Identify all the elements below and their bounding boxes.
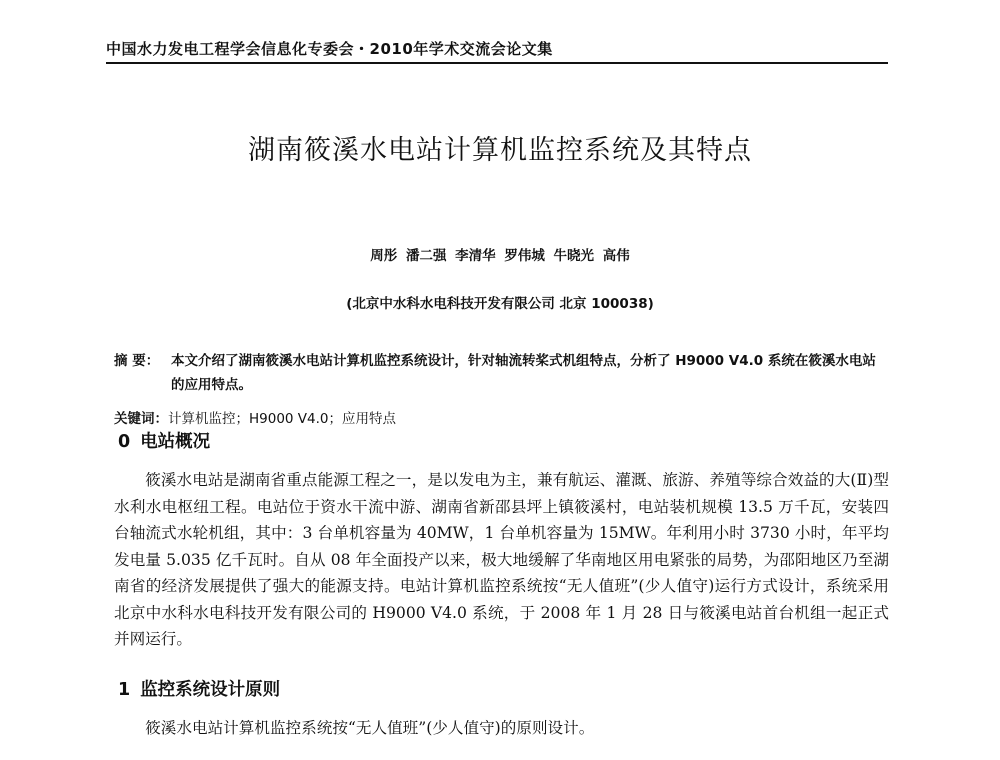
abstract xyxy=(114,349,889,397)
keywords xyxy=(114,407,396,427)
section-heading-1 xyxy=(118,676,280,701)
keywords-label: 关键词： xyxy=(114,411,168,427)
section-title: 电站概况 xyxy=(140,432,211,452)
section-0-paragraph: 筱溪水电站是湖南省重点能源工程之一，是以发电为主，兼有航运、灌溉、旅游、养殖等综合效益的大(Ⅱ)型水利水电枢纽工程。电站位于资水干流中游、湖南省新邵县坪上镇筱溪村，电站装机规模 13.5 万千瓦，安装四台轴流式水轮机组，其中：3 台单机容量为 40MW，1 台单机容量为 15MW。年利用小时 3730 小时，年平均发电量 5.035 亿千瓦时。自从 08 年全面投产以来，极大地缓解了华南地区用电紧张的局势，为邵阳地区乃至湖南省的经济发展提供了强大的能源支持。电站计算机监控系统按“无人值班”(少人值守)运行方式设计，系统采用北京中水科水电科技开发有限公司的 H9000 V4.0 系统，于 2008 年 1 月 28 日与筱溪电站首台机组一起正式并网运行。 xyxy=(114,471,889,648)
abstract-label: 摘 要： xyxy=(114,353,160,369)
section-title: 监控系统设计原则 xyxy=(140,680,281,700)
author-list: 周彤 潘二强 李清华 罗伟城 牛晓光 高伟 xyxy=(370,248,630,264)
section-number: 0 xyxy=(118,432,131,452)
header-rule xyxy=(106,62,888,64)
paper-title: 湖南筱溪水电站计算机监控系统及其特点 xyxy=(248,135,752,166)
section-heading-0 xyxy=(118,428,210,453)
affiliation: (北京中水科水电科技开发有限公司 北京 100038) xyxy=(346,296,654,312)
running-header: 中国水力发电工程学会信息化专委会・2010年学术交流会论文集 xyxy=(106,40,553,58)
section-1-paragraph: 筱溪水电站计算机监控系统按“无人值班”(少人值守)的原则设计。 xyxy=(145,719,595,737)
keywords-text: 计算机监控；H9000 V4.0；应用特点 xyxy=(168,411,397,427)
abstract-text: 本文介绍了湖南筱溪水电站计算机监控系统设计，针对轴流转桨式机组特点，分析了 H9000 V4.0 系统在筱溪水电站的应用特点。 xyxy=(171,353,876,393)
section-number: 1 xyxy=(118,680,131,700)
